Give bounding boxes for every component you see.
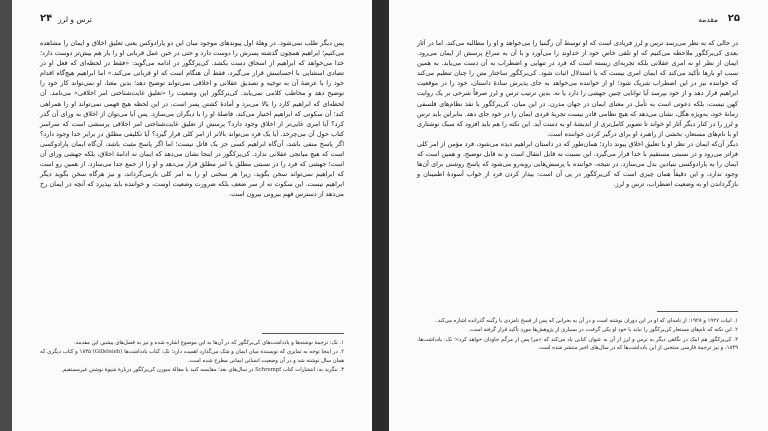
right-page-header [417,14,740,28]
left-footnote-1: ۱. نک: ترجمهٔ نوشته‌ها و یادداشت‌های کی‌یرکگور که در آن‌ها به این موضوع اشاره شده و نیز به فصل‌های پیشین این مقدمه. [74,340,344,346]
left-page [12,0,372,431]
right-page [389,0,768,431]
left-body-paragraph: پس دیگر طلب نمی‌شود. در وهلهٔ اول پیوندهای موجود میان این دو پارادوکس یعنی تعلیق اخلاق و ایمان را مشاهده می‌کنیم؛ ابراهیم همچون گذشته پسرش را دوست دارد و حتی در حین عمل قربانی او را باز هم بیش‌تر دوست دارد؛ خدا می‌خواهد که ابراهیم از اسحاق دست بکشد. کی‌یرکگور در ادامه می‌گوید: «فقط در لحظه‌ای که فعل او در تضادی استثنایی با احساسش قرار می‌گیرد، فقط آن هنگام است که او قربانی می‌کند.» اما ابراهیم هیچ‌گاه اقدام خود را با عرضهٔ آن به توجیه و تصدیق عقلانی و اخلاقی نمی‌تواند توضیح دهد؛ بدین معنا، او نمی‌تواند کار خود را توضیح دهد و مخاطب کلامی نمی‌یابد. کی‌یرکگور این وضعیت را «تعلیق غایت‌شناختی امر اخلاقی» می‌نامد. آن لحظه‌ای که ابراهیم کارد را بالا می‌برد و آمادهٔ کشتن پسر است، در این لحظه هیچ فهمی نمی‌تواند او را همراهی کند؛ آن سکوتی که ابراهیم اختیار می‌کند، فاصلهٔ او را با دیگران می‌سازد. پس آیا می‌توان از اخلاق به ورای آن گذر کرد؟ آیا امری غایی‌تر از اخلاق وجود دارد؟ پرسش از تعلیق غایت‌شناختی امر اخلاقی پرسشی است که سراسر کتاب حول آن می‌چرخد. آیا یک فرد می‌تواند بالاتر از امر کلی قرار گیرد؟ آیا تکلیفی مطلق در برابر خدا وجود دارد؟ اگر پاسخ منفی باشد، آن‌گاه ابراهیم کسی جز یک قاتل نیست؛ اما اگر پاسخ مثبت باشد، آن‌گاه ایمان پارادوکسی است که هیچ میانجی عقلانی ندارد. کی‌یرکگور در اینجا نشان می‌دهد که ایمان نه ادامهٔ اخلاق، بلکه جهشی ورای آن است؛ جهشی که فرد را در نسبتی مطلق با امر مطلق قرار می‌دهد و او را از جمع جدا می‌سازد. از همین رو است که ابراهیم نمی‌تواند سخن بگوید، زیرا هر سخنی او را به امر کلی بازمی‌گرداند، و نیز هرگاه سخن بگوید دیگر ابراهیم نیست. این سکوت نه از سر ضعف بلکه ضرورت وضعیت اوست، و خواننده باید بپذیرد که آنچه در ایمان رخ می‌دهد از دسترس فهم بیرونی بیرون است. [40,39,344,199]
left-page-number: ۲۴ [40,13,53,24]
right-page-running-title: مقدمه [698,15,718,24]
left-page-body [40,38,344,200]
right-page-body [417,38,738,189]
right-body-paragraph-2: دیگر آن‌که ایمان در نظر او با تعلیق اخلاق پیوند دارد؛ همان‌طور که در داستان ابراهیم دیده می‌شود، فرد مؤمن از امر کلی فراتر می‌رود و در نسبتی مستقیم با خدا قرار می‌گیرد. این نسبت نه قابل انتقال است و نه قابل توضیح، و همین است که ایمان را به پارادوکسی بنیادین بدل می‌سازد. در نتیجه، خواننده با پرسش‌هایی روبه‌رو می‌شود که پاسخ روشنی برای آن‌ها وجود ندارد، و این دقیقاً همان چیزی است که کی‌یرکگور در پی آن است: بیدار کردن فرد از خواب آسودهٔ اطمینان و بازگرداندن او به وضعیت اضطراب، ترس و لرز. [417,139,738,189]
right-page-number: ۲۵ [727,13,740,24]
left-footnote-3: ۳. بنگرید به: انتشارات کتاب Schrempf در سال‌های بعد؛ مقایسه کنید با مقالهٔ سورن کی‌یرکگور دربارهٔ شیوهٔ نوشتن غیرمستقیم. [61,367,344,374]
right-footnote-2: ۲. این نکته که نام‌های مستعار کی‌یرکگور را نباید با خود او یکی گرفت، در بسیاری از پژوهش‌ها مورد تأکید قرار گرفته است. [469,327,738,334]
right-footnote-divider [657,311,738,312]
right-footnote-3: ۳. کی‌یرکگور هم اینک در نگاهی دیگر به ترس و لرز از آن به عنوان کتابی یاد می‌کند که «مرا پس از مرگم جاودان خواهد کرد»؛ نک: یادداشت‌ها، ۱۸۴۹، و نیز ترجمهٔ فارسی منتخبی از این یادداشت‌ها که در سال‌های اخیر منتشر شده است. [417,336,738,352]
left-page-running-title: ترس و لرز [58,15,92,24]
right-footnote-1: ۱. ابیات ۱۹۲۷ و ۱۹۲۸: از نامه‌ای که او در این دوران نوشته است و در آن به بحرانی که پس از فسخ نامزدی با رگینه گذرانده اشاره می‌کند. [436,318,738,324]
left-page-header [40,14,344,28]
right-body-paragraph-1: در حالی که به نظر می‌رسد ترس و لرز فریادی است که او توسط آن رگبنیا را می‌خواهد و او را مطالبه می‌کند. اما در آثار بعدی کی‌یرکگور ملاحظه می‌کنیم که او تلقی خاص خود از خداوند را می‌آورد و با آن به سراغ پرسش از ایمان می‌رود. ایمان از نظر او نه امری عقلانی بلکه تجربه‌ای زیسته است که فرد در تنهایی و اضطراب به آن دست می‌یابد. به همین سبب او بارها تأکید می‌کند که ایمان امری نیست که با استدلال اثبات شود. کی‌یرکگور ساختار متن را چنان تنظیم می‌کند که خواننده نیز در این اضطراب شریک شود؛ او از خواننده می‌خواهد به جای پذیرش سادهٔ داستان، خود را در موقعیت ابراهیم قرار دهد و از خود بپرسد آیا توانایی چنین جهشی را دارد یا نه. بدین ترتیب ترس و لرز صرفاً شرحی بر یک روایت کهن نیست، بلکه دعوتی است به تأمل در معنای ایمان در جهان مدرن. در این میان، کی‌یرکگور با نقد نظام‌های فلسفی زمانهٔ خود، به‌ویژه هگل، نشان می‌دهد که هیچ نظامی قادر نیست تجربهٔ فردی ایمان را در خود جای دهد. بنابراین باید ترس و لرز را در کنار دیگر آثار او خواند تا تصویر کامل‌تری از اندیشهٔ او به دست آید. این نکته را هم باید افزود که سبک نوشتاری او با نام‌های مستعار، بخشی از راهبرد او برای درگیر کردن خواننده است. [417,39,738,138]
right-footnotes [417,317,738,354]
left-footnote-2: ۲. در اینجا توجه به تمایزی که نویسنده میان ایمان و شک می‌گذارد اهمیت دارد؛ نک: کتاب یادداشت‌ها (Gilleleieh) ۱۸۳۵ و کتاب دیگری که همان سال نوشته شد و در آن وضعیت انسانی ایمانی مطرح شده است. [40,349,344,364]
book-gutter [372,0,389,431]
left-footnotes [40,339,344,376]
left-footnote-divider [262,333,344,334]
